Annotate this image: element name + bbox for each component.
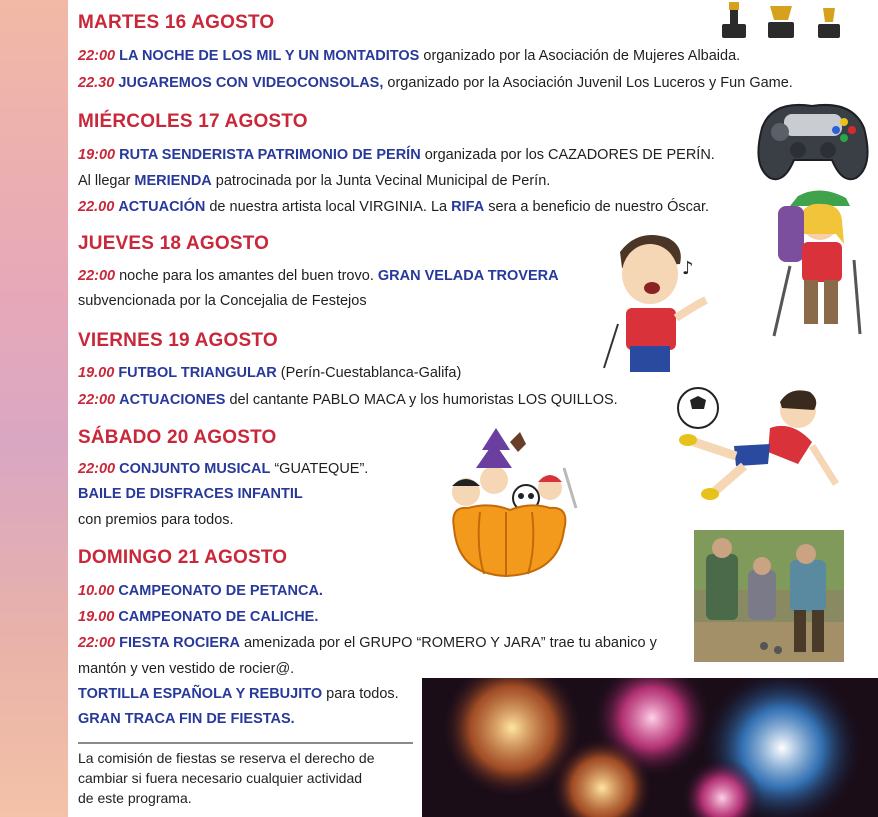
trophies-icon [720, 2, 845, 40]
gamepad-icon [752, 88, 874, 188]
event-detail: patrocinada por la Junta Vecinal Municipal de Perín. [211, 173, 551, 189]
day-heading-miercoles: MIÉRCOLES 17 AGOSTO [78, 111, 308, 132]
sunset-background [0, 0, 68, 817]
football-player-icon [674, 384, 844, 502]
event-detail: mantón y ven vestido de rocier@. [78, 661, 295, 677]
event-title: CONJUNTO MUSICAL [119, 461, 271, 477]
event-line-guateque [78, 461, 368, 477]
disclaimer-line: La comisión de fiestas se reserva el derecho de [78, 750, 375, 766]
event-time: 19.00 [78, 365, 115, 381]
event-time: 19.00 [78, 609, 115, 625]
event-title: GRAN TRACA FIN DE FIESTAS. [78, 711, 295, 727]
event-line-disfraces [78, 486, 303, 502]
day-heading-martes: MARTES 16 AGOSTO [78, 12, 275, 33]
event-line-ruta [78, 147, 715, 163]
event-time: 22:00 [78, 48, 116, 64]
event-title: FIESTA ROCIERA [119, 635, 240, 651]
event-title: RIFA [451, 199, 485, 215]
event-line-actuaciones [78, 392, 618, 408]
event-title: CAMPEONATO DE CALICHE. [118, 609, 319, 625]
event-detail: organizada por los CAZADORES DE PERÍN. [420, 147, 715, 163]
event-detail: (Perín-Cuestablanca-Galifa) [276, 365, 462, 381]
disclaimer-line: de este programa. [78, 790, 192, 806]
event-line-premios [78, 512, 234, 528]
event-title: ACTUACIÓN [118, 199, 206, 215]
day-heading-sabado: SÁBADO 20 AGOSTO [78, 427, 277, 448]
event-time: 22.30 [78, 75, 115, 91]
event-line-videoconsolas [78, 75, 793, 91]
event-detail: noche para los amantes del buen trovo. [115, 268, 378, 284]
event-detail: subvencionada por la Concejalia de Festejos [78, 293, 367, 309]
singer-boy-icon [598, 228, 710, 376]
event-line-futbol [78, 365, 461, 381]
event-detail: “GUATEQUE”. [270, 461, 369, 477]
disclaimer-line: cambiar si fuera necesario cualquier actividad [78, 770, 363, 786]
event-time: 22.00 [78, 199, 115, 215]
event-line-trovo [78, 268, 559, 284]
event-title: FUTBOL TRIANGULAR [118, 365, 277, 381]
event-time: 22:00 [78, 268, 116, 284]
event-line-merienda [78, 173, 550, 189]
event-title: RUTA SENDERISTA PATRIMONIO DE PERÍN [119, 147, 421, 163]
event-title: LA NOCHE DE LOS MIL Y UN MONTADITOS [119, 48, 420, 64]
event-time: 19:00 [78, 147, 116, 163]
event-time: 10.00 [78, 583, 115, 599]
event-detail: con premios para todos. [78, 512, 234, 528]
event-detail: Al llegar [78, 173, 135, 189]
event-detail: amenizada por el GRUPO “ROMERO Y JARA” trae tu abanico y [239, 635, 657, 651]
divider [78, 742, 413, 744]
event-time: 22:00 [78, 461, 116, 477]
event-detail: de nuestra artista local VIRGINIA. La [205, 199, 452, 215]
petanca-photo [694, 530, 844, 662]
event-time: 22:00 [78, 392, 116, 408]
event-line-caliche [78, 609, 318, 625]
event-detail: sera a beneficio de nuestro Óscar. [484, 199, 710, 215]
day-heading-domingo: DOMINGO 21 AGOSTO [78, 547, 288, 568]
event-line-manton [78, 661, 294, 677]
event-line-subvencion [78, 293, 367, 309]
event-title: CAMPEONATO DE PETANCA. [118, 583, 323, 599]
event-line-petanca [78, 583, 323, 599]
event-title: MERIENDA [134, 173, 212, 189]
day-heading-viernes: VIERNES 19 AGOSTO [78, 330, 278, 351]
event-line-montaditos [78, 48, 740, 64]
hiker-girl-icon [770, 186, 866, 338]
kids-costumes-icon [430, 428, 582, 578]
event-detail: del cantante PABLO MACA y los humoristas LOS QUILLOS. [225, 392, 618, 408]
event-title: ACTUACIONES [119, 392, 226, 408]
event-detail: organizado por la Asociación Juvenil Los Luceros y Fun Game. [383, 75, 793, 91]
day-heading-jueves: JUEVES 18 AGOSTO [78, 233, 270, 254]
event-title: GRAN VELADA TROVERA [377, 268, 559, 284]
event-line-traca [78, 711, 295, 727]
event-title: TORTILLA ESPAÑOLA Y REBUJITO [78, 686, 323, 702]
event-line-tortilla [78, 686, 399, 702]
event-time: 22:00 [78, 635, 116, 651]
fireworks-photo [422, 678, 878, 817]
event-title: JUGAREMOS CON VIDEOCONSOLAS, [118, 75, 384, 91]
event-detail: organizado por la Asociación de Mujeres Albaida. [419, 48, 741, 64]
event-detail: para todos. [322, 686, 399, 702]
event-line-actuacion [78, 199, 709, 215]
svg-text:♪: ♪ [682, 258, 694, 279]
event-line-rociera [78, 635, 657, 651]
event-title: BAILE DE DISFRACES INFANTIL [78, 486, 303, 502]
